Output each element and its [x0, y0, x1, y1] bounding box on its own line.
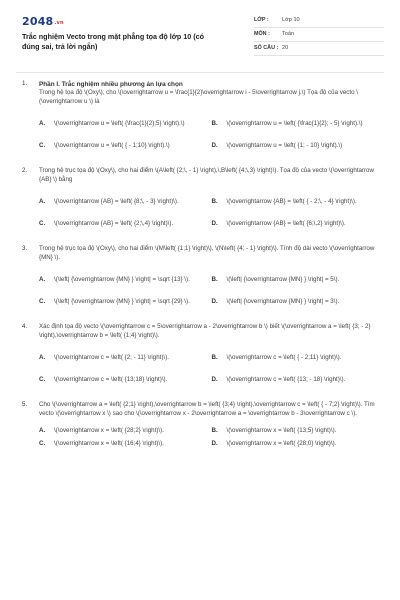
- logo-main-text: 2048: [22, 15, 54, 28]
- option-text: \(\overrightarrow {AB} = \left( {8;\, - 3} \right)\).: [54, 197, 179, 205]
- option-letter: C.: [39, 141, 46, 149]
- option-text: \(\left| {\overrightarrow {MN} } \right| = \sqrt {13} \).: [54, 275, 190, 283]
- option-letter: A.: [39, 197, 46, 205]
- option-b[interactable]: [212, 269, 381, 291]
- option-text: \(\overrightarrow u = \left( {1; - 10} \right).\): [226, 141, 343, 149]
- question-3: [22, 245, 380, 313]
- option-a[interactable]: [39, 191, 208, 213]
- option-c[interactable]: [39, 369, 208, 391]
- question-stem: Trong hệ trục tọa độ \(Oxy\), cho hai điểm \(M\left( {1;1} \right)\), \(N\left( {4; - 1} \right)\). Tính độ dài vecto \(\overrightarrow {MN} \).: [39, 245, 375, 262]
- option-d[interactable]: [212, 213, 381, 235]
- option-c[interactable]: [39, 438, 208, 451]
- question-stem: Cho \(\overrightarrow a = \left( {2;1} \right),\overrightarrow b = \left( {3;4} \right),\overrightarrow c = \left( { - 7;2} \right)\). Tìm vecto \(\overrightarrow x \) sao cho \(\overrightarrow x - 2\overrightarrow a = \overrightarrow b - 3\overrightarrow c \).: [39, 401, 375, 418]
- option-letter: B.: [211, 275, 218, 283]
- meta-row-subject: [254, 28, 384, 42]
- option-letter: D.: [211, 219, 218, 227]
- option-c[interactable]: [39, 213, 208, 235]
- option-letter: B.: [211, 197, 218, 205]
- option-grid: [39, 347, 380, 391]
- option-letter: A.: [39, 275, 46, 283]
- document-header: [22, 14, 384, 70]
- option-text: \(\overrightarrow u = \left( { - 1;10} \right).\): [54, 141, 170, 149]
- option-text: \(\left| {\overrightarrow {MN} } \right| = 3\).: [226, 297, 340, 305]
- question-5: [22, 401, 380, 451]
- option-c[interactable]: [39, 291, 208, 313]
- question-1: [22, 80, 380, 157]
- question-number: 4.: [22, 323, 28, 331]
- option-a[interactable]: [39, 347, 208, 369]
- option-grid: [39, 269, 380, 313]
- meta-row-class: [254, 14, 384, 28]
- option-letter: A.: [39, 353, 46, 361]
- logo-suffix: .vn: [54, 20, 64, 26]
- option-d[interactable]: [212, 438, 381, 451]
- option-text: \(\left| {\overrightarrow {MN} } \right| = \sqrt {29} \).: [54, 297, 190, 305]
- option-b[interactable]: [212, 347, 381, 369]
- option-letter: C.: [39, 440, 46, 448]
- question-4: [22, 323, 380, 391]
- option-a[interactable]: [39, 425, 208, 438]
- option-letter: B.: [211, 119, 218, 127]
- option-b[interactable]: [212, 113, 381, 135]
- option-letter: C.: [39, 219, 46, 227]
- option-text: \(\left| {\overrightarrow {MN} } \right| = 5\).: [226, 275, 340, 283]
- site-logo[interactable]: [22, 14, 64, 30]
- option-text: \(\overrightarrow {AB} = \left( {6;\,2} \right)\).: [226, 219, 346, 227]
- question-list: [22, 80, 380, 451]
- option-d[interactable]: [212, 135, 381, 157]
- option-grid: [39, 191, 380, 235]
- question-stem: Trong hệ trục tọa độ \(Oxy\), cho hai điểm \(A\left( {2;\, - 1} \right),\,B\left( {4;\,3} \right)\). Tọa độ của vecto \(\overrightarrow {AB} \) bằng: [39, 167, 374, 184]
- option-text: \(\overrightarrow x = \left( {13;5} \right)\).: [226, 427, 337, 435]
- section-heading: Phần I. Trắc nghiệm nhiều phương án lựa chọn: [39, 81, 183, 88]
- option-b[interactable]: [212, 191, 381, 213]
- meta-row-question-count: [254, 42, 384, 56]
- option-a[interactable]: [39, 113, 208, 135]
- option-text: \(\overrightarrow x = \left( {16;4} \right)\).: [54, 440, 164, 448]
- option-text: \(\overrightarrow {AB} = \left( { - 2;\, - 4} \right)\).: [226, 197, 357, 205]
- option-grid: [39, 113, 380, 157]
- option-letter: C.: [39, 375, 46, 383]
- option-letter: B.: [211, 427, 218, 435]
- option-text: \(\overrightarrow c = \left( {13;18} \right)\).: [54, 375, 168, 383]
- option-text: \(\overrightarrow c = \left( {2; - 11} \right)\).: [54, 353, 169, 361]
- option-c[interactable]: [39, 135, 208, 157]
- document-title: Trắc nghiệm Vecto trong mặt phẳng tọa độ lớp 10 (có đúng sai, trả lời ngắn): [22, 32, 205, 51]
- option-letter: B.: [211, 353, 218, 361]
- option-letter: D.: [211, 375, 218, 383]
- question-number: 2.: [22, 167, 28, 175]
- option-b[interactable]: [212, 425, 381, 438]
- option-letter: D.: [211, 297, 218, 305]
- question-stem: Trong hệ tọa độ \(Oxy\), cho \(\overrightarrow u = \frac{1}{2}\overrightarrow i - 5\overrightarrow j.\) Tọa độ của vecto \(\overrightarrow u \) là: [39, 89, 358, 106]
- option-letter: A.: [39, 427, 46, 435]
- option-grid: [39, 425, 380, 451]
- question-number: 5.: [22, 401, 28, 409]
- option-text: \(\overrightarrow u = \left( {\frac{1}{2}; - 5} \right).\): [226, 119, 363, 127]
- option-text: \(\overrightarrow x = \left( {28;2} \right)\).: [54, 427, 164, 435]
- meta-value-class: Lớp 10: [282, 17, 300, 24]
- meta-label-subject: MÔN :: [254, 30, 270, 37]
- question-2: [22, 167, 380, 235]
- meta-label-question-count: SỐ CÂU :: [254, 44, 279, 51]
- option-letter: A.: [39, 119, 46, 127]
- meta-label-class: LỚP :: [254, 16, 269, 23]
- option-d[interactable]: [212, 369, 381, 391]
- option-d[interactable]: [212, 291, 381, 313]
- meta-value-question-count: 20: [282, 45, 289, 52]
- question-number: 3.: [22, 245, 28, 253]
- option-text: \(\overrightarrow u = \left( {\frac{1}{2};5} \right).\): [54, 119, 185, 127]
- meta-value-subject: Toán: [282, 31, 295, 38]
- header-divider: [16, 72, 384, 73]
- option-a[interactable]: [39, 269, 208, 291]
- option-text: \(\overrightarrow c = \left( { - 2;11} \right)\).: [226, 353, 342, 361]
- option-letter: D.: [211, 440, 218, 448]
- option-text: \(\overrightarrow x = \left( {28;0} \right)\).: [226, 440, 337, 448]
- question-number: 1.: [22, 80, 28, 87]
- option-text: \(\overrightarrow {AB} = \left( {2;\,4} \right)\).: [54, 219, 174, 227]
- document-meta: [254, 14, 384, 56]
- option-letter: D.: [211, 141, 218, 149]
- option-letter: C.: [39, 297, 46, 305]
- question-stem: Xác định tọa độ vecto \(\overrightarrow c = 5\overrightarrow a - 2\overrightarrow b \) biết \(\overrightarrow a = \left( {3; - 2} \right),\overrightarrow b = \left( {1;4} \right)\).: [39, 323, 371, 340]
- option-text: \(\overrightarrow c = \left( {13; - 18} \right)\).: [226, 375, 346, 383]
